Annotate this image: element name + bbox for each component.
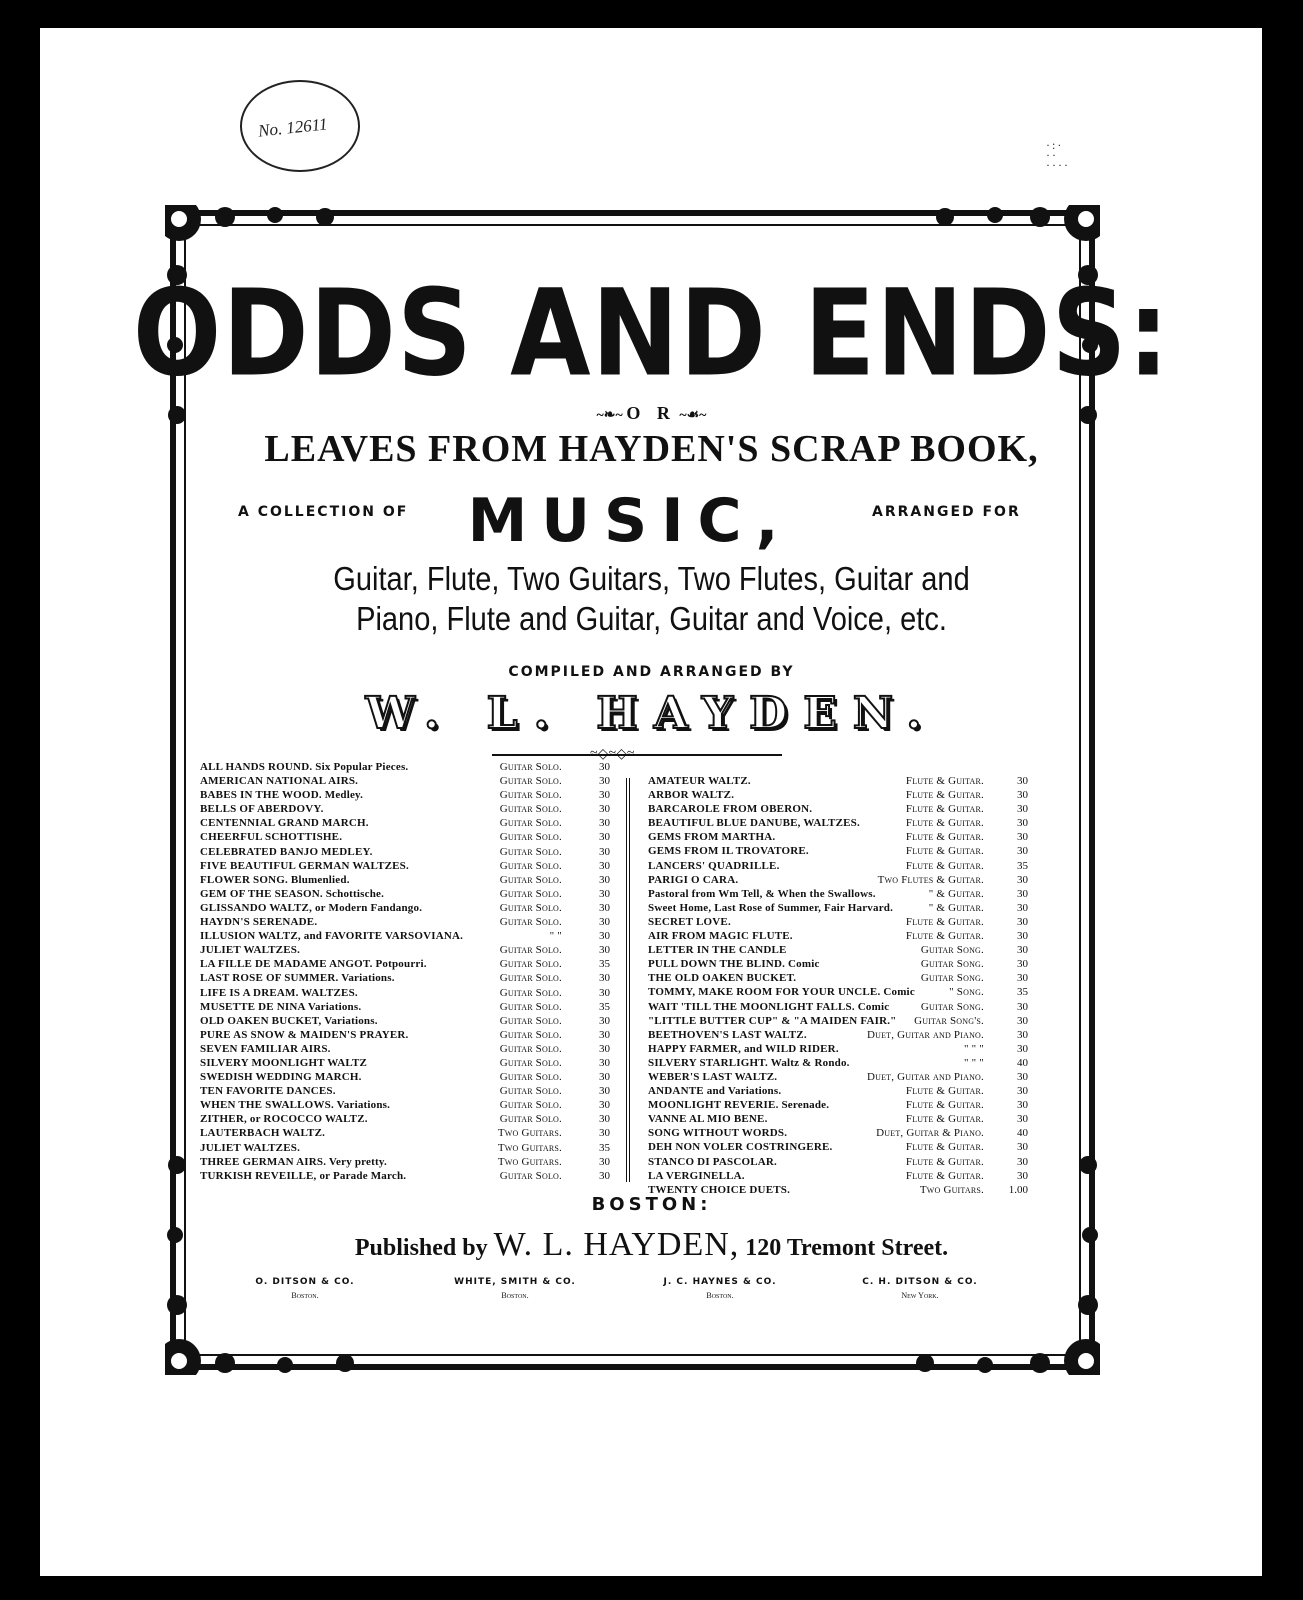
catalog-item-arrangement: Guitar Solo.	[499, 972, 562, 985]
catalog-item-price: 30	[1017, 887, 1028, 900]
catalog-item-arrangement: Flute & Guitar.	[905, 775, 984, 787]
catalog-item-title: FIVE BEAUTIFUL GERMAN WALTZES.	[200, 859, 409, 872]
catalog-item-price: 30	[1017, 1169, 1028, 1182]
catalog-item	[200, 1042, 618, 1056]
catalog-item-title: Pastoral from Wm Tell, & When the Swallows.	[648, 887, 876, 900]
catalog-item-arrangement: Guitar Solo.	[499, 789, 562, 802]
catalog-item-arrangement: Guitar Solo.	[499, 1085, 562, 1098]
catalog-item-title: AIR FROM MAGIC FLUTE.	[648, 930, 793, 943]
publisher-name: W. L. HAYDEN,	[493, 1226, 740, 1263]
catalog-item-arrangement: Two Flutes & Guitar.	[877, 873, 984, 886]
catalog-item-price: 30	[599, 789, 610, 802]
catalog-item-price: 30	[1017, 1070, 1028, 1083]
catalog-item-price: 30	[599, 775, 610, 788]
arranged-for-text: ARRANGED FOR	[872, 504, 1021, 520]
catalog-item	[648, 887, 1028, 901]
catalog-item-price: 30	[1017, 873, 1028, 886]
catalog-item	[200, 1056, 618, 1070]
catalog-item-price: 30	[1017, 817, 1028, 830]
catalog-item	[200, 943, 618, 957]
catalog-item-price: 30	[599, 986, 610, 999]
catalog-item-arrangement: Guitar Solo.	[499, 1042, 562, 1055]
catalog-item-title: AMERICAN NATIONAL AIRS.	[200, 775, 359, 788]
catalog-item-arrangement: Guitar Solo.	[499, 761, 562, 773]
catalog-item-title: SONG WITHOUT WORDS.	[648, 1127, 788, 1140]
agent-city: Boston.	[501, 1291, 529, 1300]
catalog-item-price: 30	[599, 1113, 610, 1126]
catalog-item-price: 30	[599, 1169, 610, 1182]
stamp-number: No. 12611	[257, 114, 329, 141]
catalog-item	[648, 1000, 1028, 1014]
catalog-item	[648, 985, 1028, 999]
catalog-item-title: ZITHER, or ROCOCCO WALTZ.	[200, 1113, 368, 1126]
catalog-item-title: WEBER'S LAST WALTZ.	[648, 1070, 778, 1083]
catalog-item	[648, 816, 1028, 830]
collection-of-text: A COLLECTION OF	[238, 504, 409, 520]
catalog-item-arrangement: Guitar Solo.	[499, 986, 562, 999]
catalog-item-title: FLOWER SONG. Blumenlied.	[200, 873, 350, 886]
catalog-item-arrangement: Flute & Guitar.	[905, 803, 984, 816]
catalog-item-arrangement: Guitar Solo.	[499, 1000, 562, 1013]
catalog-item	[648, 788, 1028, 802]
catalog-item	[200, 816, 618, 830]
catalog-item-price: 30	[1017, 901, 1028, 914]
catalog-item-price: 30	[1017, 944, 1028, 957]
catalog-item-price: 30	[599, 1127, 610, 1140]
catalog-item	[648, 1098, 1028, 1112]
catalog-item-title: CELEBRATED BANJO MEDLEY.	[200, 845, 373, 858]
catalog-item-arrangement: Guitar Song.	[920, 972, 984, 985]
catalog-item-title: ANDANTE and Variations.	[648, 1085, 782, 1098]
catalog-item-price: 30	[599, 930, 610, 943]
catalog-item	[648, 802, 1028, 816]
catalog-item-price: 30	[1017, 1099, 1028, 1112]
catalog-item-arrangement: Flute & Guitar.	[905, 831, 984, 844]
catalog-item	[200, 1014, 618, 1028]
catalog-item-price: 30	[599, 1056, 610, 1069]
catalog-item-arrangement: Guitar Solo.	[499, 775, 562, 788]
catalog-item-arrangement: Guitar Solo.	[499, 916, 562, 929]
agent-name: J. C. HAYNES & CO.	[663, 1277, 777, 1287]
music-word: MUSIC,	[467, 486, 793, 556]
catalog-item-arrangement: Flute & Guitar.	[905, 1113, 984, 1126]
catalog-item	[200, 901, 618, 915]
catalog-item	[200, 887, 618, 901]
catalog-item	[200, 1084, 618, 1098]
catalog-item	[200, 760, 618, 774]
catalog-item-price: 30	[599, 901, 610, 914]
catalog-item-arrangement: " "	[549, 930, 562, 943]
catalog-item-arrangement: " & Guitar.	[928, 901, 984, 914]
catalog-item-title: TEN FAVORITE DANCES.	[200, 1085, 336, 1098]
catalog-item	[648, 901, 1028, 915]
catalog-item-arrangement: Two Guitars.	[497, 1155, 562, 1168]
catalog-item-title: ILLUSION WALTZ, and FAVORITE VARSOVIANA.	[200, 930, 464, 943]
catalog-item-arrangement: Two Guitars.	[497, 1127, 562, 1140]
catalog-item-title: SILVERY MOONLIGHT WALTZ	[200, 1056, 368, 1069]
catalog-item-arrangement: Guitar Song's.	[914, 1014, 984, 1027]
catalog-item	[200, 859, 618, 873]
catalog-item-price: 30	[599, 1042, 610, 1055]
catalog-item-arrangement: Flute & Guitar.	[905, 817, 984, 830]
catalog-item-arrangement: Flute & Guitar.	[905, 845, 984, 858]
catalog-item	[648, 873, 1028, 887]
catalog-item-title: MUSETTE DE NINA Variations.	[200, 1000, 362, 1013]
catalog-item-arrangement: Guitar Song.	[920, 958, 984, 971]
catalog-item-price: 30	[599, 1155, 610, 1168]
catalog-item-price: 30	[599, 1085, 610, 1098]
catalog-item-title: AMATEUR WALTZ.	[648, 775, 751, 787]
catalog-item-arrangement: Flute & Guitar.	[905, 1099, 984, 1112]
catalog-item-title: GEM OF THE SEASON. Schottische.	[200, 887, 385, 900]
agent-city: New York.	[901, 1291, 939, 1300]
catalog-item-arrangement: Flute & Guitar.	[905, 789, 984, 802]
catalog-item-title: TWENTY CHOICE DUETS.	[648, 1183, 791, 1196]
catalog-item-title: HAPPY FARMER, and WILD RIDER.	[648, 1042, 839, 1055]
catalog-item-arrangement: Guitar Solo.	[499, 901, 562, 914]
catalog-item	[200, 929, 618, 943]
collection-line	[0, 486, 1303, 556]
catalog-item	[200, 957, 618, 971]
catalog-item	[200, 1141, 618, 1155]
catalog-item-arrangement: Guitar Solo.	[499, 887, 562, 900]
catalog-item-arrangement: " Song.	[949, 986, 984, 999]
catalog-item	[200, 1098, 618, 1112]
catalog-item	[648, 929, 1028, 943]
agent-city: Boston.	[291, 1291, 319, 1300]
catalog-item-title: WAIT 'TILL THE MOONLIGHT FALLS. Comic	[648, 1000, 890, 1013]
agent-name: WHITE, SMITH & CO.	[454, 1277, 576, 1287]
catalog-item-arrangement: Flute & Guitar.	[905, 1155, 984, 1168]
catalog-item-price: 35	[1017, 986, 1028, 999]
catalog-item-price: 30	[599, 1071, 610, 1084]
catalog-item-arrangement: Guitar Solo.	[499, 1071, 562, 1084]
catalog-item-price: 30	[599, 873, 610, 886]
catalog-item-title: LIFE IS A DREAM. WALTZES.	[200, 986, 358, 999]
catalog-item	[648, 1014, 1028, 1028]
catalog-item-price: 35	[1017, 859, 1028, 872]
catalog-item-arrangement: Guitar Solo.	[499, 1056, 562, 1069]
catalog-item-title: ARBOR WALTZ.	[648, 789, 735, 802]
rule-ornament: ≈◇≈◇≈	[590, 747, 635, 762]
author-name: W. L. HAYDEN.	[365, 688, 938, 739]
catalog-item	[648, 774, 1028, 788]
catalog-item-title: PARIGI O CARA.	[648, 873, 739, 886]
catalog-item-arrangement: Guitar Solo.	[499, 1099, 562, 1112]
catalog-item-price: 30	[1017, 1014, 1028, 1027]
catalog-item-arrangement: Guitar Solo.	[499, 958, 562, 971]
catalog-item-title: LAUTERBACH WALTZ.	[200, 1127, 326, 1140]
catalog-item-price: 30	[599, 803, 610, 816]
catalog-item-price: 30	[1017, 915, 1028, 928]
agent	[415, 1277, 615, 1300]
catalog-item	[648, 1155, 1028, 1169]
catalog-item-arrangement: Duet, Guitar & Piano.	[876, 1127, 984, 1140]
column-divider	[626, 778, 630, 1182]
catalog-item	[648, 943, 1028, 957]
catalog-item-price: 30	[599, 1028, 610, 1041]
corner-mark: ·:· ·· ····	[1046, 138, 1070, 172]
catalog-item-arrangement: Guitar Solo.	[499, 845, 562, 858]
catalog-item-arrangement: Two Guitars.	[497, 1141, 562, 1154]
catalog-item	[648, 1084, 1028, 1098]
catalog-item	[648, 830, 1028, 844]
catalog-item-title: TURKISH REVEILLE, or Parade March.	[200, 1169, 407, 1182]
catalog-item-price: 30	[1017, 789, 1028, 802]
catalog-item	[648, 915, 1028, 929]
catalog-item	[648, 1169, 1028, 1183]
catalog-item-price: 30	[1017, 1113, 1028, 1126]
left-catalog-list	[200, 760, 618, 1183]
agent-name: O. DITSON & CO.	[255, 1277, 355, 1287]
catalog-item-title: SEVEN FAMILIAR AIRS.	[200, 1042, 331, 1055]
catalog-item-title: GEMS FROM IL TROVATORE.	[648, 845, 809, 858]
main-title: ODDS AND ENDS:	[132, 262, 1171, 404]
catalog-item-price: 1.00	[1008, 1183, 1028, 1196]
agent-name: C. H. DITSON & CO.	[862, 1277, 978, 1287]
catalog-item-arrangement: Guitar Song.	[920, 944, 984, 957]
catalog-item-title: DEH NON VOLER COSTRINGERE.	[648, 1141, 833, 1154]
agent-city: Boston.	[706, 1291, 734, 1300]
catalog-item-arrangement: Guitar Solo.	[499, 817, 562, 830]
catalog-item-price: 30	[1017, 1042, 1028, 1055]
catalog-item-price: 30	[1017, 831, 1028, 844]
catalog-item-price: 30	[599, 817, 610, 830]
catalog-item-title: PURE AS SNOW & MAIDEN'S PRAYER.	[200, 1028, 409, 1041]
catalog-item-price: 30	[1017, 1000, 1028, 1013]
agent	[205, 1277, 405, 1300]
catalog-item-title: JULIET WALTZES.	[200, 1141, 301, 1154]
catalog-item-price: 30	[599, 845, 610, 858]
catalog-item-title: "LITTLE BUTTER CUP" & "A MAIDEN FAIR."	[648, 1014, 897, 1027]
catalog-item-price: 30	[1017, 845, 1028, 858]
catalog-item-price: 30	[599, 859, 610, 872]
catalog-item-title: OLD OAKEN BUCKET, Variations.	[200, 1014, 378, 1027]
catalog-item-arrangement: Guitar Solo.	[499, 859, 562, 872]
catalog-item-title: STANCO DI PASCOLAR.	[648, 1155, 777, 1168]
catalog-item	[200, 1155, 618, 1169]
catalog-item-arrangement: Guitar Solo.	[499, 1014, 562, 1027]
catalog-item-arrangement: Guitar Solo.	[499, 873, 562, 886]
catalog-item-title: PULL DOWN THE BLIND. Comic	[648, 958, 820, 971]
catalog-item	[200, 1169, 618, 1183]
catalog-item-title: THE OLD OAKEN BUCKET.	[648, 972, 797, 985]
catalog-item	[200, 788, 618, 802]
catalog-item-arrangement: Flute & Guitar.	[905, 859, 984, 872]
city-heading: BOSTON:	[591, 1194, 712, 1215]
catalog-item-price: 30	[1017, 1155, 1028, 1168]
catalog-item	[648, 1126, 1028, 1140]
catalog-item-arrangement: Guitar Solo.	[499, 1113, 562, 1126]
catalog-item	[648, 1042, 1028, 1056]
catalog-item-arrangement: Guitar Solo.	[499, 831, 562, 844]
catalog-item-price: 30	[1017, 1141, 1028, 1154]
catalog-item	[200, 971, 618, 985]
catalog-item	[200, 1112, 618, 1126]
catalog-item-title: LA FILLE DE MADAME ANGOT. Potpourri.	[200, 958, 427, 971]
catalog-item-price: 35	[599, 1000, 610, 1013]
catalog-item-arrangement: Guitar Song.	[920, 1000, 984, 1013]
catalog-item	[648, 1028, 1028, 1042]
catalog-item-arrangement: Flute & Guitar.	[905, 915, 984, 928]
catalog-item-arrangement: Flute & Guitar.	[905, 1169, 984, 1182]
or-word: O R	[626, 403, 676, 423]
catalog-item-title: ALL HANDS ROUND. Six Popular Pieces.	[200, 761, 409, 773]
catalog-item-title: BEAUTIFUL BLUE DANUBE, WALTZES.	[648, 817, 860, 830]
catalog-item	[648, 1112, 1028, 1126]
catalog-item-price: 30	[599, 887, 610, 900]
catalog-item	[648, 1070, 1028, 1084]
catalog-item-arrangement: Guitar Solo.	[499, 1169, 562, 1182]
publisher-address: 120 Tremont Street.	[745, 1235, 949, 1261]
catalog-item-title: CHEERFUL SCHOTTISHE.	[200, 831, 343, 844]
catalog-item	[200, 1126, 618, 1140]
catalog-item-arrangement: Guitar Solo.	[499, 944, 562, 957]
catalog-item-price: 30	[599, 972, 610, 985]
catalog-item	[648, 971, 1028, 985]
catalog-item-title: JULIET WALTZES.	[200, 944, 301, 957]
catalog-item-arrangement: " & Guitar.	[928, 887, 984, 900]
agents-row	[0, 1277, 1303, 1317]
catalog-item-title: THREE GERMAN AIRS. Very pretty.	[200, 1155, 387, 1168]
catalog-item-title: BARCAROLE FROM OBERON.	[648, 803, 813, 816]
catalog-item-title: Sweet Home, Last Rose of Summer, Fair Harvard.	[648, 901, 894, 914]
catalog-item-price: 30	[599, 831, 610, 844]
catalog-item-title: TOMMY, MAKE ROOM FOR YOUR UNCLE. Comic	[648, 986, 915, 999]
catalog-item-price: 30	[1017, 1028, 1028, 1041]
catalog-item-arrangement: Flute & Guitar.	[905, 1141, 984, 1154]
catalog-item	[200, 986, 618, 1000]
agent	[820, 1277, 1020, 1300]
catalog-item	[200, 830, 618, 844]
catalog-item-title: SWEDISH WEDDING MARCH.	[200, 1071, 362, 1084]
catalog-item-title: HAYDN'S SERENADE.	[200, 916, 318, 929]
catalog-item-title: WHEN THE SWALLOWS. Variations.	[200, 1099, 391, 1112]
catalog-item-title: LA VERGINELLA.	[648, 1169, 745, 1182]
catalog-item-price: 30	[599, 944, 610, 957]
right-catalog-list	[648, 774, 1028, 1197]
catalog-item-price: 30	[599, 1099, 610, 1112]
catalog-item-title: MOONLIGHT REVERIE. Serenade.	[648, 1099, 830, 1112]
catalog-item-title: BEETHOVEN'S LAST WALTZ.	[648, 1028, 807, 1041]
publisher-line	[0, 1226, 1303, 1264]
catalog-item	[648, 1140, 1028, 1154]
compiled-by: COMPILED AND ARRANGED BY	[508, 664, 795, 680]
catalog-item-title: SILVERY STARLIGHT. Waltz & Rondo.	[648, 1056, 850, 1069]
catalog-item	[200, 845, 618, 859]
catalog-item	[648, 859, 1028, 873]
catalog-item-price: 30	[599, 1014, 610, 1027]
or-divider: ~❧~ O R ~☙~	[596, 403, 707, 423]
instruments-line-1: Guitar, Flute, Two Guitars, Two Flutes, Guitar and	[333, 560, 970, 597]
catalog-item-title: CENTENNIAL GRAND MARCH.	[200, 817, 369, 830]
catalog-item	[200, 1070, 618, 1084]
catalog-item-arrangement: Flute & Guitar.	[905, 1085, 984, 1098]
catalog-item-arrangement: " " "	[964, 1056, 984, 1069]
catalog-item-title: BELLS OF ABERDOVY.	[200, 803, 324, 816]
catalog-item-arrangement: Guitar Solo.	[499, 1028, 562, 1041]
published-by: Published by	[354, 1235, 488, 1261]
catalog-item-price: 40	[1017, 1127, 1028, 1140]
catalog-item-title: GEMS FROM MARTHA.	[648, 831, 776, 844]
agent	[620, 1277, 820, 1300]
catalog-item-title: LAST ROSE OF SUMMER. Variations.	[200, 972, 395, 985]
catalog-item	[648, 1056, 1028, 1070]
ornamental-rule	[492, 754, 782, 756]
catalog-item	[200, 873, 618, 887]
catalog-item-price: 30	[599, 761, 610, 773]
catalog-item-price: 30	[1017, 1085, 1028, 1098]
catalog-item-arrangement: Flute & Guitar.	[905, 930, 984, 943]
subtitle: LEAVES FROM HAYDEN'S SCRAP BOOK,	[264, 428, 1039, 470]
catalog-item-price: 30	[1017, 930, 1028, 943]
catalog-item	[200, 1000, 618, 1014]
catalog-item-title: LANCERS' QUADRILLE.	[648, 859, 780, 872]
catalog-item-title: SECRET LOVE.	[648, 915, 731, 928]
catalog-item-title: GLISSANDO WALTZ, or Modern Fandango.	[200, 901, 423, 914]
catalog-item-arrangement: Guitar Solo.	[499, 803, 562, 816]
catalog-item	[648, 844, 1028, 858]
catalog-item	[200, 802, 618, 816]
catalog-item-price: 30	[1017, 958, 1028, 971]
catalog-item-price: 30	[1017, 803, 1028, 816]
catalog-item-price: 30	[1017, 972, 1028, 985]
catalog-item	[200, 915, 618, 929]
catalog-item	[200, 1028, 618, 1042]
catalog-item-price: 30	[599, 916, 610, 929]
catalog-item-price: 30	[1017, 775, 1028, 787]
catalog-item-arrangement: Duet, Guitar and Piano.	[866, 1028, 984, 1041]
catalog-item-price: 35	[599, 958, 610, 971]
catalog-item-price: 35	[599, 1141, 610, 1154]
catalog-item	[648, 957, 1028, 971]
instruments-line-2: Piano, Flute and Guitar, Guitar and Voice, etc.	[356, 600, 947, 637]
catalog-item-price: 40	[1017, 1056, 1028, 1069]
catalog-item-arrangement: " " "	[964, 1042, 984, 1055]
catalog-item-arrangement: Duet, Guitar and Piano.	[866, 1070, 984, 1083]
catalog-item-title: BABES IN THE WOOD. Medley.	[200, 789, 364, 802]
library-stamp	[240, 80, 360, 172]
catalog-item-title: LETTER IN THE CANDLE	[648, 944, 787, 957]
catalog-item	[200, 774, 618, 788]
catalog-item-arrangement: Two Guitars.	[919, 1183, 984, 1196]
catalog-item-title: VANNE AL MIO BENE.	[648, 1113, 768, 1126]
